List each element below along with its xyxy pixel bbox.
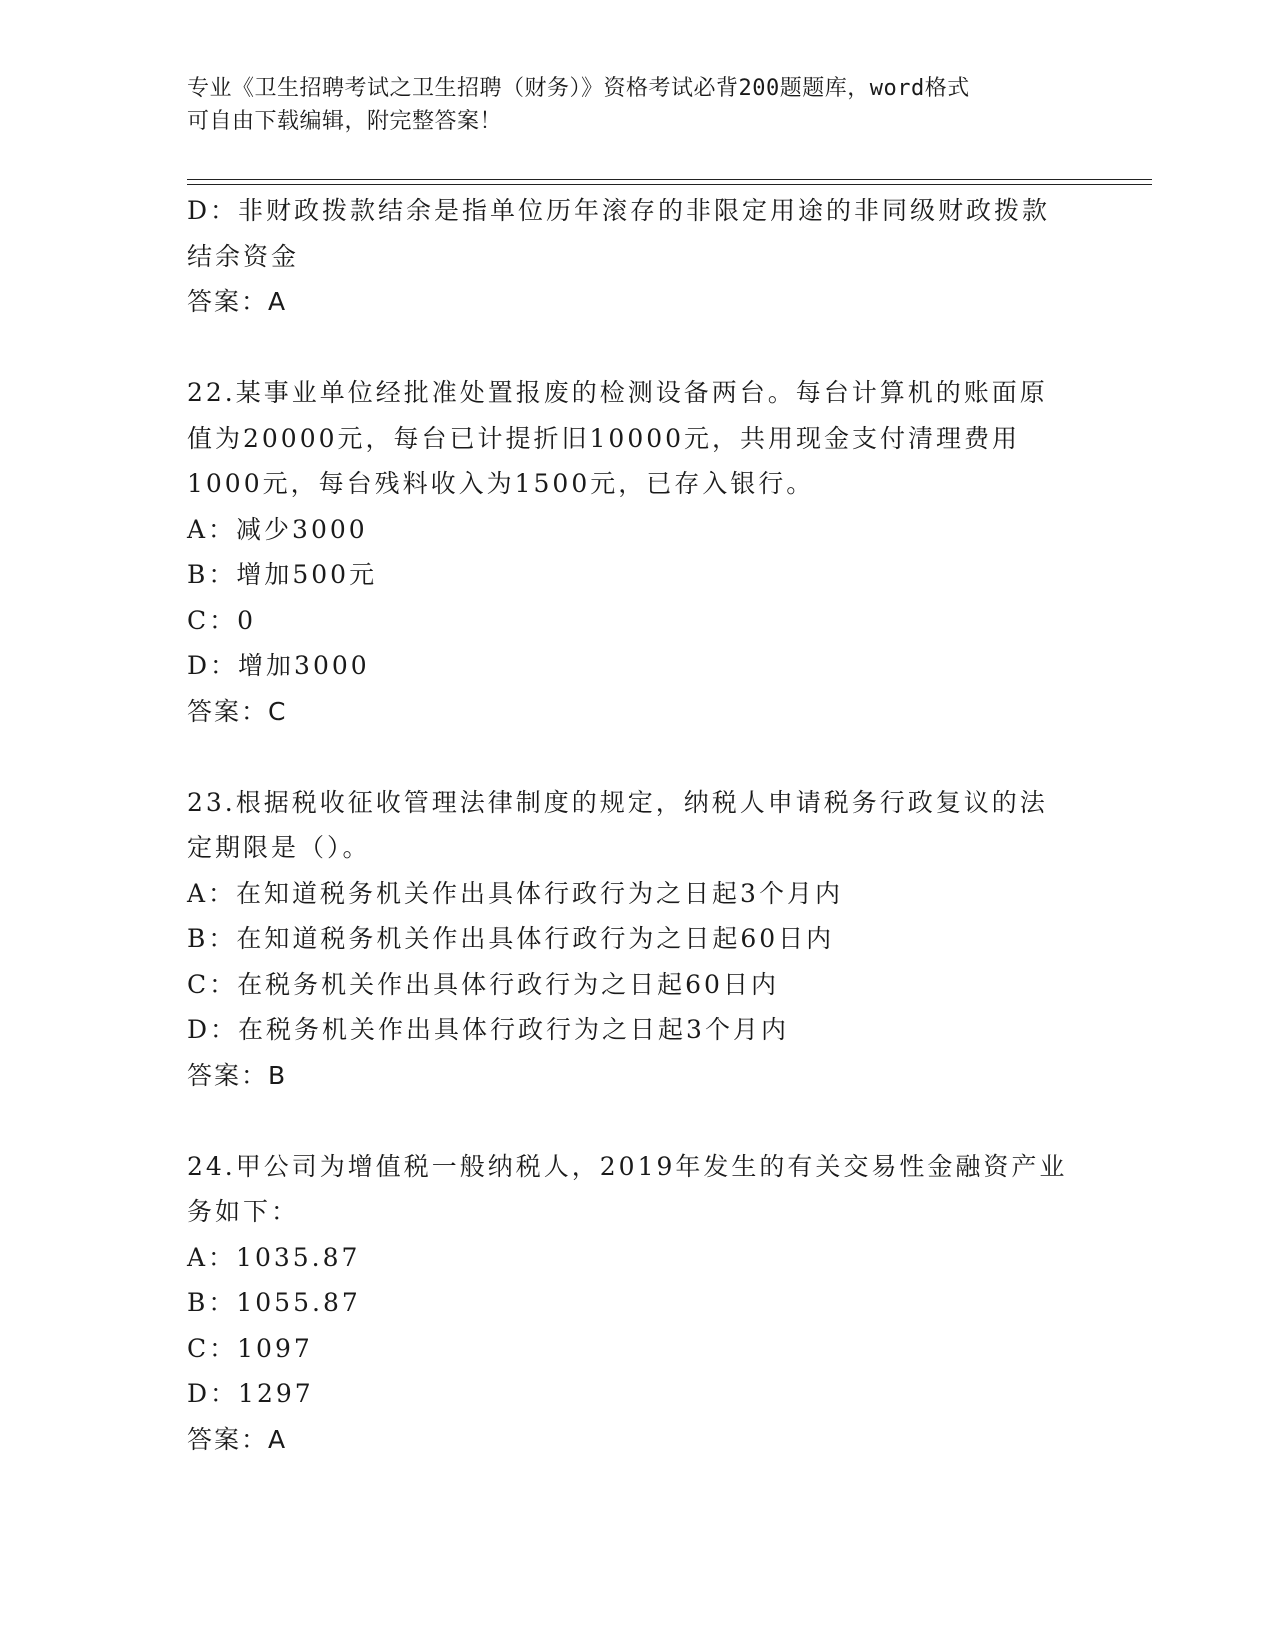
option-c: C：在税务机关作出具体行政行为之日起60日内 (187, 969, 779, 999)
question-list (187, 188, 1087, 1462)
question-stem-continued: 1000元，每台残料收入为1500元，已存入银行。 (187, 469, 815, 498)
question-stem-continued: 值为20000元，每台已计提折旧10000元，共用现金支付清理费用 (187, 423, 1021, 453)
document-header (187, 72, 1067, 138)
spacer (187, 1098, 1087, 1144)
option-b: B：1055.87 (187, 1288, 361, 1317)
option-a: A：1035.87 (187, 1242, 361, 1272)
question-22 (187, 370, 1087, 734)
answer-line: 答案：C (187, 696, 288, 726)
question-stem-continued: 务如下： (187, 1197, 300, 1226)
header-divider-bottom (187, 184, 1152, 185)
option-b: B：在知道税务机关作出具体行政行为之日起60日内 (187, 924, 835, 953)
question-stem: 22.某事业单位经批准处置报废的检测设备两台。每台计算机的账面原 (187, 378, 1048, 407)
header-line-2: 可自由下载编辑，附完整答案！ (187, 109, 503, 134)
answer-line: 答案：A (187, 287, 288, 316)
option-a: A：减少3000 (187, 514, 368, 544)
option-c: C：1097 (187, 1333, 313, 1363)
question-stem: 24.甲公司为增值税一般纳税人，2019年发生的有关交易性金融资产业 (187, 1151, 1068, 1181)
spacer (187, 734, 1087, 780)
spacer (187, 325, 1087, 371)
question-21-tail (187, 188, 1087, 325)
header-line-1: 专业《卫生招聘考试之卫生招聘（财务）》资格考试必背200题题库，word格式 (187, 76, 970, 101)
question-stem: 23.根据税收征收管理法律制度的规定，纳税人申请税务行政复议的法 (187, 787, 1048, 817)
option-d: D：增加3000 (187, 651, 370, 680)
option-a: A：在知道税务机关作出具体行政行为之日起3个月内 (187, 878, 843, 908)
answer-line: 答案：B (187, 1060, 288, 1090)
header-divider-top (187, 179, 1152, 180)
answer-line: 答案：A (187, 1424, 288, 1454)
question-24 (187, 1144, 1087, 1463)
option-d: D：1297 (187, 1379, 314, 1408)
option-b: B：增加500元 (187, 560, 378, 589)
question-stem-continued: 定期限是（）。 (187, 833, 371, 862)
question-23 (187, 780, 1087, 1099)
option-c: C：0 (187, 605, 257, 635)
option-d: D：非财政拨款结余是指单位历年滚存的非限定用途的非同级财政拨款 (187, 196, 1051, 225)
option-d-continued: 结余资金 (187, 241, 300, 271)
option-d: D：在税务机关作出具体行政行为之日起3个月内 (187, 1015, 789, 1044)
